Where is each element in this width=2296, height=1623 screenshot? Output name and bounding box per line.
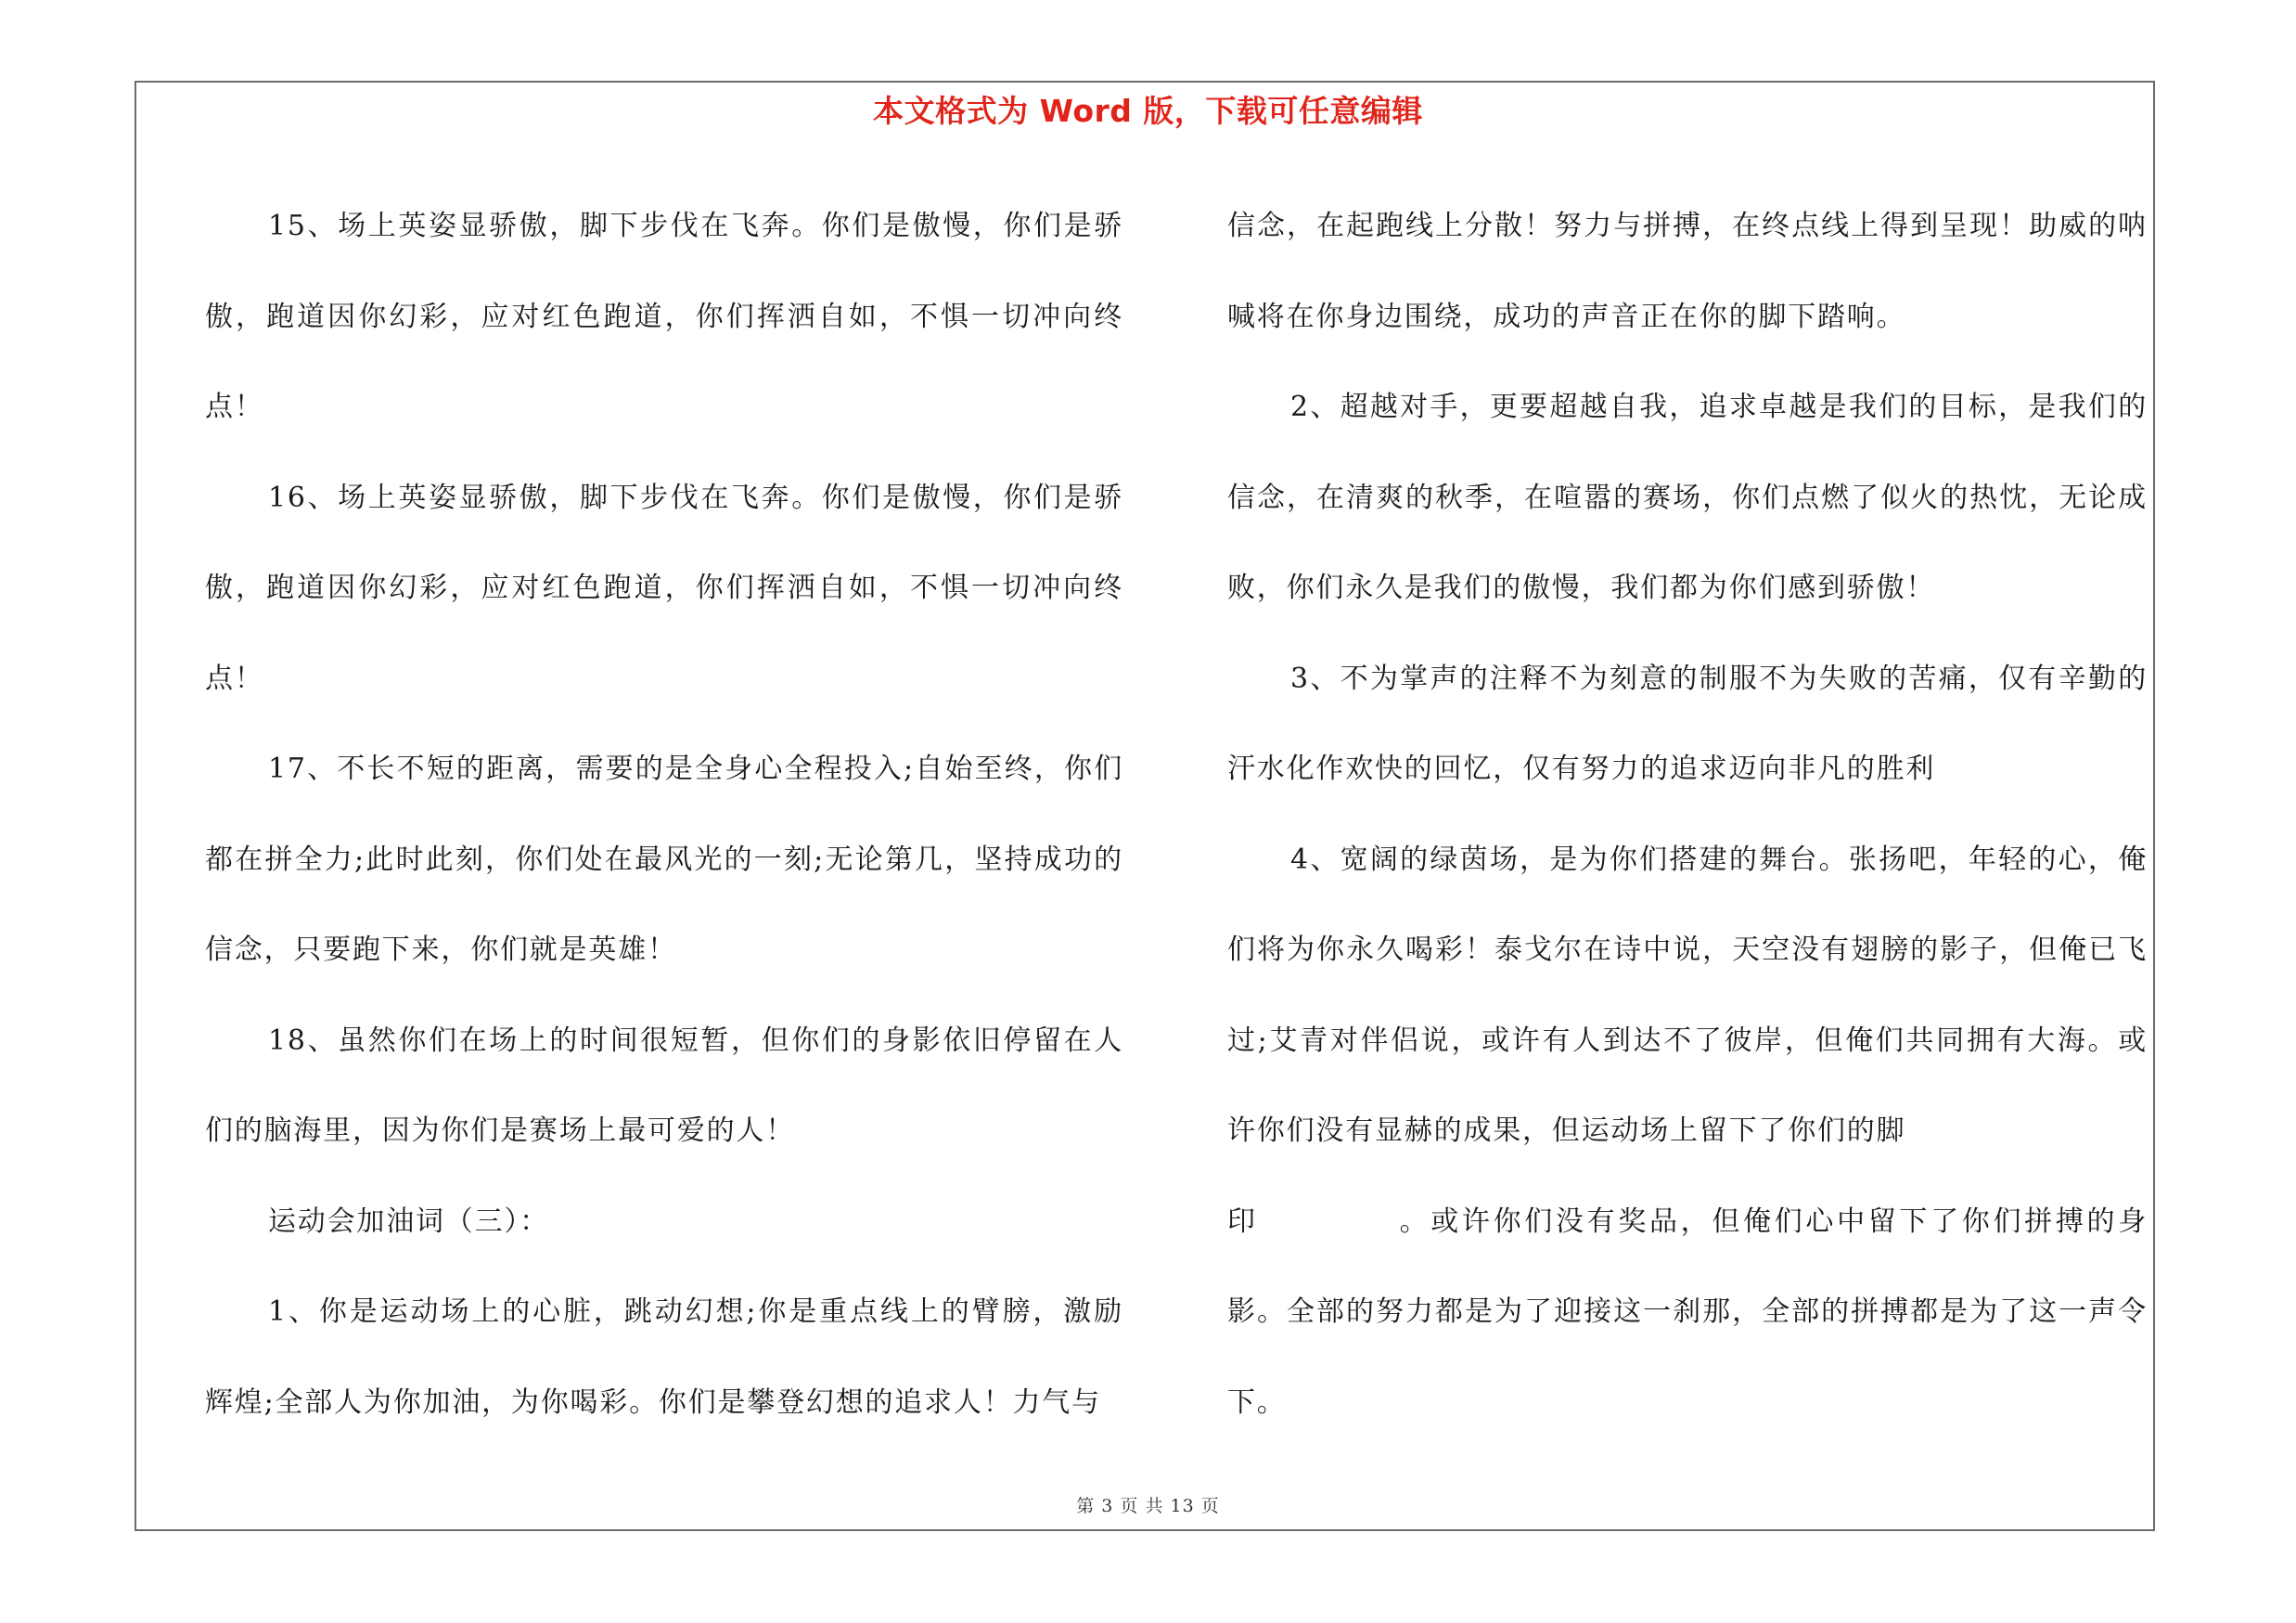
left-column <box>205 181 1123 1448</box>
page-number-footer: 第 3 页 共 13 页 <box>1076 1496 1220 1516</box>
paragraph-three-3: 3、不为掌声的注释不为刻意的制服不为失败的苦痛，仅有辛勤的汗水化作欢快的回忆，仅有努力的追求迈向非凡的胜利 <box>1227 662 2148 785</box>
paragraph-three-1: 1、你是运动场上的心脏，跳动幻想;你是重点线上的臂膀，激励辉煌;全部人为你加油，为你喝彩。你们是攀登幻想的追求人！力气与 <box>205 1295 1123 1419</box>
paragraph-three-4: 4、宽阔的绿茵场，是为你们搭建的舞台。张扬吧，年轻的心，俺们将为你永久喝彩！泰戈尔在诗中说，天空没有翅膀的影子，但俺已飞过;艾青对伴侣说，或许有人到达不了彼岸，但俺们共同拥有大海。或许你们没有显赫的成果，但运动场上留下了你们的脚 <box>1227 843 2148 1147</box>
format-banner: 本文格式为 Word 版，下载可任意编辑 <box>873 93 1423 129</box>
paragraph-tail: 。或许你们没有奖品，但俺们心中留下了你们拼搏的身影。全部的努力都是为了迎接这一刹那，全部的拼搏都是为了这一声令下。 <box>1227 1204 2148 1419</box>
section-heading-three: 运动会加油词（三）： <box>268 1204 549 1238</box>
paragraph-three-2: 2、超越对手，更要超越自我，追求卓越是我们的目标，是我们的信念，在清爽的秋季，在喧嚣的赛场，你们点燃了似火的热忱，无论成败，你们永久是我们的傲慢，我们都为你们感到骄傲！ <box>1227 391 2148 604</box>
paragraph-16: 16、场上英姿显骄傲，脚下步伐在飞奔。你们是傲慢，你们是骄傲，跑道因你幻彩，应对红色跑道，你们挥洒自如，不惧一切冲向终点！ <box>205 481 1123 695</box>
paragraph-18: 18、虽然你们在场上的时间很短暂，但你们的身影依旧停留在人们的脑海里，因为你们是赛场上最可爱的人！ <box>205 1024 1123 1147</box>
paragraph-17: 17、不长不短的距离，需要的是全身心全程投入;自始至终，你们都在拼全力;此时此刻，你们处在最风光的一刻;无论第几，坚持成功的信念，只要跑下来，你们就是英雄！ <box>205 753 1123 966</box>
paragraph-15: 15、场上英姿显骄傲，脚下步伐在飞奔。你们是傲慢，你们是骄傲，跑道因你幻彩，应对红色跑道，你们挥洒自如，不惧一切冲向终点！ <box>205 210 1123 423</box>
paragraph-three-4-continued <box>1227 1177 2148 1449</box>
paragraph-continued: 信念，在起跑线上分散！努力与拼搏，在终点线上得到呈现！助威的呐喊将在你身边围绕，成功的声音正在你的脚下踏响。 <box>1227 210 2148 333</box>
right-column <box>1227 181 2148 1448</box>
footprint-char: 印 <box>1227 1204 1259 1238</box>
